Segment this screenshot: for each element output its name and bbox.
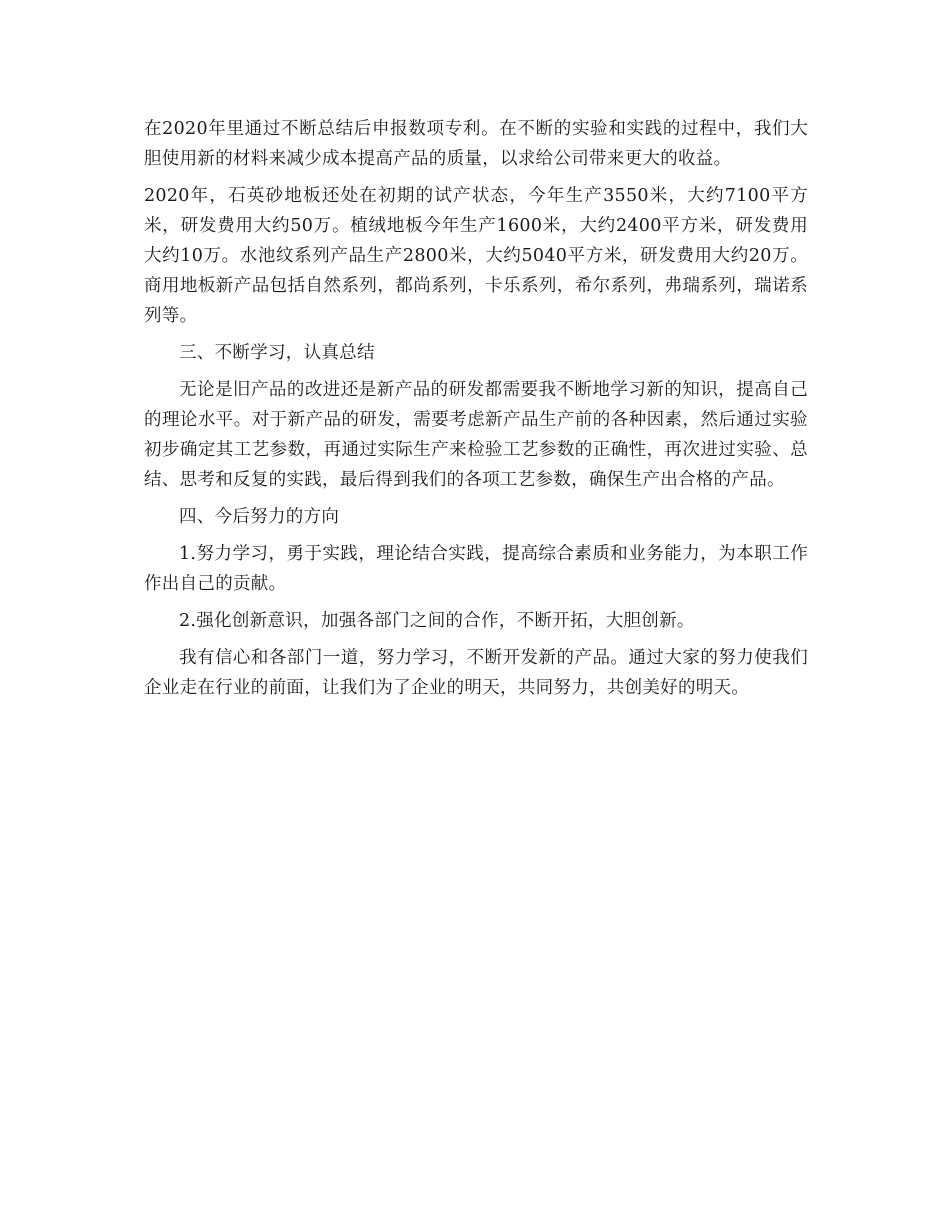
paragraph-product-output: 2020年，石英砂地板还处在初期的试产状态，今年生产3550米，大约7100平方米，研发费用大约50万。植绒地板今年生产1600米，大约2400平方米，研发费用大约10万。水池纹系列产品生产2800米，大约5040平方米，研发费用大约20万。商用地板新产品包括自然系列，都尚系列，卡乐系列，希尔系列，弗瑞系列，瑞诺系列等。 [144,186,808,326]
paragraph-patents: 在2020年里通过不断总结后申报数项专利。在不断的实验和实践的过程中，我们大胆使用新的材料来减少成本提高产品的质量，以求给公司带来更大的收益。 [144,119,808,169]
paragraph-closing: 我有信心和各部门一道，努力学习，不断开发新的产品。通过大家的努力使我们企业走在行业的前面，让我们为了企业的明天，共同努力，共创美好的明天。 [144,648,808,698]
list-item-innovation: 2.强化创新意识，加强各部门之间的合作，不断开拓，大胆创新。 [179,611,695,631]
paragraph-learning: 无论是旧产品的改进还是新产品的研发都需要我不断地学习新的知识，提高自己的理论水平。对于新产品的研发，需要考虑新产品生产前的各种因素，然后通过实验初步确定其工艺参数，再通过实际生产来检验工艺参数的正确性，再次进过实验、总结、思考和反复的实践，最后得到我们的各项工艺参数，确保生产出合格的产品。 [144,380,808,490]
list-item-study: 1.努力学习，勇于实践，理论结合实践，提高综合素质和业务能力，为本职工作作出自己的贡献。 [144,544,808,594]
section-heading-learning: 三、不断学习，认真总结 [179,343,375,363]
document-body [144,114,808,710]
section-heading-direction: 四、今后努力的方向 [179,507,340,527]
